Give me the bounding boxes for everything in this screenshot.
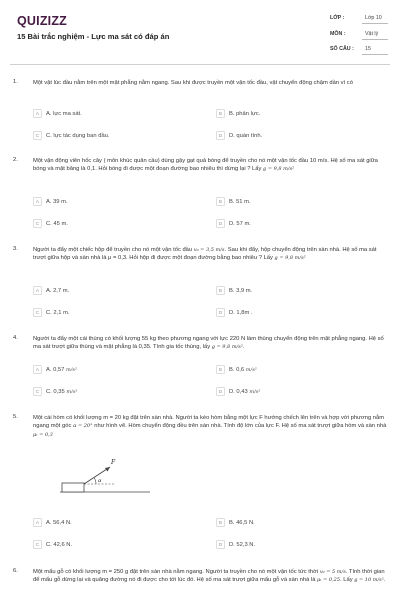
unit-math: m/s²	[66, 366, 77, 373]
question-number: 2.	[13, 157, 18, 163]
angle-label: α	[98, 478, 102, 484]
question-text-part: Người ta đẩy một chiếc hộp để truyền cho nó một vận tốc đầu	[33, 247, 193, 253]
option-d-text: D. 1,8m .	[229, 309, 253, 316]
question-number: 4.	[13, 335, 18, 341]
option-b-text: B. 51 m.	[229, 198, 251, 205]
question-text-part: . Tính thời gian để mẩu gỗ dừng lại và quãng đường nó đi được cho tới lúc đó. Hệ số ma sát trượt giữa mẩu gỗ và sàn nhà là	[33, 569, 385, 584]
question-text	[33, 335, 388, 352]
option-b-text: B. 0,6 m/s²	[229, 366, 257, 373]
angle-arc	[94, 478, 96, 485]
option-b-box[interactable]: B	[216, 197, 225, 206]
count-label: SỐ CÂU :	[330, 46, 354, 52]
question-text: Một vật lúc đầu nằm trên một mặt phẳng nằm ngang. Sau khi được truyền một vận tốc đầu, vật chuyển động chậm dần vì có	[33, 80, 353, 86]
math-expression: α = 20°	[72, 423, 93, 430]
subject-value: Vật lý	[365, 31, 379, 37]
option-c-box[interactable]: C	[33, 219, 42, 228]
force-diagram	[60, 454, 150, 499]
page-title: 15 Bài trắc nghiệm - Lực ma sát có đáp án	[17, 32, 170, 41]
unit-math: m/s²	[66, 388, 78, 395]
worksheet-header	[0, 0, 400, 62]
option-d-text: D. 0,43 m/s²	[229, 388, 261, 395]
option-b-text: B. 46,5 N.	[229, 519, 255, 526]
unit-math: m/s²	[245, 366, 257, 373]
math-expression: g = 9,8 m/s²	[211, 344, 243, 351]
option-a-box[interactable]: A	[33, 109, 42, 118]
quizizz-logo: QUIZIZZ	[17, 14, 68, 28]
option-d-box[interactable]: D	[216, 219, 225, 228]
option-b-text: B. phản lực.	[229, 110, 261, 117]
question-text	[33, 414, 388, 439]
math-expression: g = 9,8 m/s²	[263, 166, 295, 173]
question-text-part: như hình vẽ. Hòm chuyển động đều trên sàn nhà. Tính độ lớn của lực F. Hệ số ma sát trượt giữa hòm và sàn nhà	[94, 423, 387, 430]
math-expression: μₜ = 0,25	[317, 577, 341, 584]
question-text-part: Người ta đẩy một cái thùng có khối lượng 55 kg theo phương ngang với lực 220 N làm thùng chuyển động trên mặt phẳng ngang. Hệ số ma sát trượt giữa thùng và mặt phẳng là 0,35. Tính gia tốc thùng, lấy	[33, 336, 384, 351]
force-label: F	[111, 459, 116, 466]
option-c-box[interactable]: C	[33, 131, 42, 140]
option-b-box[interactable]: B	[216, 109, 225, 118]
option-d-text: D. 57 m.	[229, 220, 251, 227]
option-b-box[interactable]: B	[216, 518, 225, 527]
class-underline	[362, 23, 388, 24]
class-value: Lớp 10	[365, 15, 382, 21]
count-value: 15	[365, 46, 371, 52]
math-expression: g = 9,8 m/s²	[274, 255, 306, 262]
option-a-text: A. 39 m.	[46, 198, 68, 205]
option-c-text: C. 42,6 N.	[46, 541, 73, 548]
force-vector	[84, 467, 110, 484]
question-number: 5.	[13, 414, 18, 420]
option-a-text: A. 0,57 m/s²	[46, 366, 77, 373]
subject-label: MÔN :	[330, 31, 346, 37]
option-d-box[interactable]: D	[216, 387, 225, 396]
option-c-text: C. lực tác dụng ban đầu.	[46, 132, 110, 139]
option-a-text: A. 2,7 m.	[46, 287, 70, 294]
question-text	[33, 246, 388, 263]
option-d-box[interactable]: D	[216, 540, 225, 549]
question-text-part: . Lấy	[340, 577, 353, 584]
math-expression: v₀ = 3,5 m/s	[193, 247, 225, 253]
math-expression: g = 10 m/s²	[354, 577, 384, 584]
option-d-text: D. quán tính.	[229, 132, 263, 139]
option-c-box[interactable]: C	[33, 308, 42, 317]
question-number: 3.	[13, 246, 18, 252]
question-text-part: Một mẩu gỗ có khối lượng m = 250 g đặt trên sàn nhà nằm ngang. Người ta truyền cho nó một vận tốc tức thời	[33, 569, 319, 575]
subject-underline	[362, 39, 388, 40]
option-b-box[interactable]: B	[216, 286, 225, 295]
option-d-text: D. 52,3 N.	[229, 541, 256, 548]
option-a-text: A. lực ma sát.	[46, 110, 82, 117]
question-text	[33, 157, 388, 174]
question-text-part: Một cái hòm có khối lượng m = 20 kg đặt trên sàn nhà. Người ta kéo hòm bằng một lực F hướng chếch lên trên và hợp với phương nằm ngang một góc	[33, 415, 385, 430]
question-number: 6.	[13, 568, 18, 574]
count-underline	[362, 54, 388, 55]
option-c-box[interactable]: C	[33, 540, 42, 549]
option-a-box[interactable]: A	[33, 286, 42, 295]
option-b-text: B. 3,9 m.	[229, 287, 253, 294]
question-text-part: .	[242, 344, 245, 351]
option-b-box[interactable]: B	[216, 365, 225, 374]
unit-math: m/s²	[249, 388, 261, 395]
option-a-box[interactable]: A	[33, 518, 42, 527]
box-shape	[62, 483, 84, 492]
option-d-box[interactable]: D	[216, 308, 225, 317]
header-divider	[10, 64, 390, 65]
option-c-text: C. 2,1 m.	[46, 309, 70, 316]
math-expression: v₀ = 5 m/s	[319, 569, 346, 575]
question-number: 1.	[13, 79, 18, 85]
option-c-text: C. 45 m.	[46, 220, 68, 227]
option-a-box[interactable]: A	[33, 365, 42, 374]
question-text-part: Một vận động viên hốc cây ( môn khúc quân cầu) dùng gậy gạt quả bóng để truyền cho nó một vận tốc đầu 10 m/s. Hệ số ma sát giữa bóng và mặt băng là 0,1. Hỏi bóng đi được một đoạn đường bao nhiêu thì dừng lại ? Lấy	[33, 158, 378, 173]
option-c-text: C. 0,35 m/s²	[46, 388, 78, 395]
question-text	[33, 568, 388, 585]
math-expression: μₜ = 0,3	[33, 431, 53, 438]
option-a-text: A. 56,4 N.	[46, 519, 72, 526]
option-c-box[interactable]: C	[33, 387, 42, 396]
question-text-part: . Sau khi đẩy, hộp chuyển động trên sàn nhà. Hệ số ma sát trượt giữa hộp và sàn nhà là μ = 0,3. Hỏi hộp đi được một đoạn đường bằng bao nhiêu ? Lấy	[33, 247, 377, 262]
question-text-part: .	[383, 577, 386, 584]
option-a-box[interactable]: A	[33, 197, 42, 206]
option-d-box[interactable]: D	[216, 131, 225, 140]
class-label: LỚP :	[330, 15, 345, 21]
